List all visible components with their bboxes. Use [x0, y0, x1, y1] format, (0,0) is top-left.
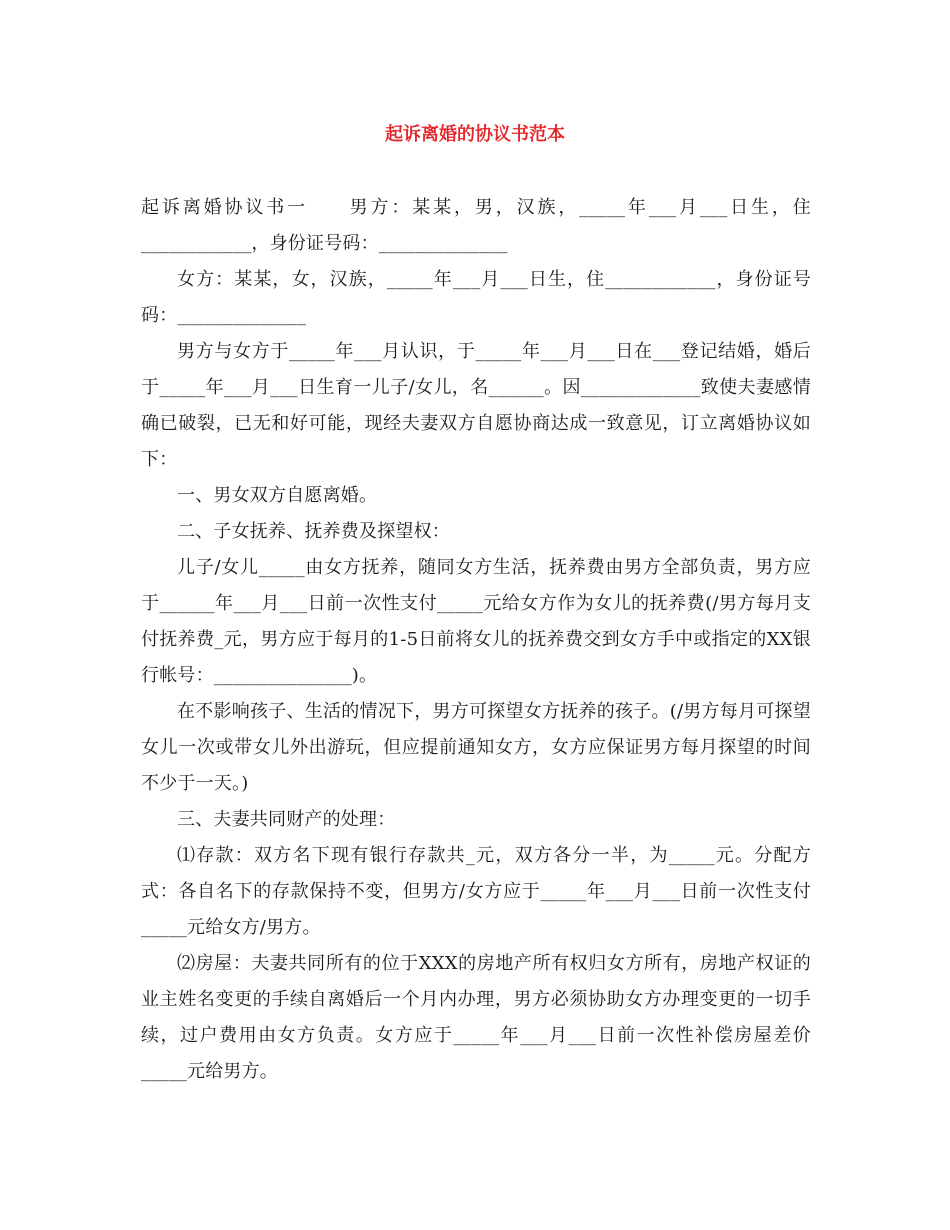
paragraph-clause-three-heading: 三、夫妻共同财产的处理：	[177, 809, 396, 830]
paragraph-clause-one: 一、男女双方自愿离婚。	[177, 485, 378, 506]
paragraph-clause-two-heading: 二、子女抚养、抚养费及探望权：	[177, 521, 450, 542]
paragraph-savings: ⑴存款：双方名下现有银行存款共_元，双方各分一半，为_____元。分配方式：各自名下的存款保持不变，但男方/女方应于_____年___月___日前一次性支付_____元给女方/男方。	[141, 845, 811, 938]
paragraph-parties-male: 起诉离婚协议书一 男方：某某，男，汉族，_____年___月___日生，住____________，身份证号码：______________	[141, 197, 811, 254]
paragraph-marriage-background: 男方与女方于_____年___月认识，于_____年___月___日在___登记结婚，婚后于_____年___月___日生育一儿子/女儿，名______。因_____________致使夫妻感情确已破裂，已无和好可能，现经夫妻双方自愿协商达成一致意见，订立离婚协议如下：	[141, 341, 811, 470]
document-body	[141, 190, 811, 1090]
paragraph-visitation: 在不影响孩子、生活的情况下，男方可探望女方抚养的孩子。(/男方每月可探望女儿一次或带女儿外出游玩，但应提前通知女方，女方应保证男方每月探望的时间不少于一天。)	[141, 701, 811, 794]
document-title: 起诉离婚的协议书范本	[385, 124, 565, 145]
paragraph-parties-female: 女方：某某，女，汉族，_____年___月___日生，住____________，身份证号码：______________	[141, 269, 811, 326]
paragraph-house: ⑵房屋：夫妻共同所有的位于XXX的房地产所有权归女方所有，房地产权证的业主姓名变更的手续自离婚后一个月内办理，男方必须协助女方办理变更的一切手续，过户费用由女方负责。女方应于_____年___月___日前一次性补偿房屋差价_____元给男方。	[141, 953, 811, 1082]
paragraph-child-support: 儿子/女儿_____由女方抚养，随同女方生活，抚养费由男方全部负责，男方应于______年___月___日前一次性支付_____元给女方作为女儿的抚养费(/男方每月支付抚养费_元，男方应于每月的1-5日前将女儿的抚养费交到女方手中或指定的XX银行帐号：_______________)。	[141, 557, 811, 686]
